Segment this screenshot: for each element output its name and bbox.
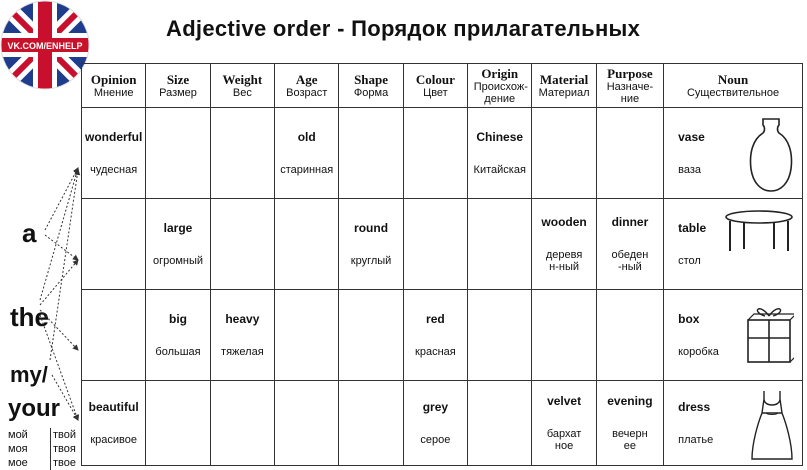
table-cell bbox=[596, 290, 663, 381]
watermark-label: VK.COM/ENHELP bbox=[2, 40, 88, 52]
determiner-your-ru: твой твоя твое bbox=[50, 428, 76, 470]
cell-russian: Китайская bbox=[473, 164, 526, 176]
table-cell bbox=[403, 381, 467, 466]
table-cell bbox=[468, 290, 532, 381]
table-cell bbox=[82, 108, 146, 199]
cell-russian: коробка bbox=[678, 346, 719, 358]
cell-russian: чудесная bbox=[90, 164, 138, 176]
table-cell bbox=[664, 199, 803, 290]
cell-english: evening bbox=[607, 394, 653, 408]
table-cell bbox=[210, 381, 274, 466]
table-cell bbox=[664, 381, 803, 466]
table-cell bbox=[146, 108, 210, 199]
table-row bbox=[82, 108, 803, 199]
cell-russian: огромный bbox=[152, 255, 204, 267]
cell-english: velvet bbox=[547, 394, 582, 408]
table-cell bbox=[532, 290, 596, 381]
table-cell bbox=[275, 381, 339, 466]
cell-russian: стол bbox=[678, 255, 701, 267]
table-cell bbox=[339, 381, 403, 466]
table-cell bbox=[664, 290, 803, 381]
cell-english: old bbox=[297, 130, 316, 144]
adjective-order-table bbox=[81, 63, 803, 466]
table-cell bbox=[339, 290, 403, 381]
cell-english: round bbox=[354, 221, 389, 235]
header-row bbox=[82, 64, 803, 108]
table-cell bbox=[275, 108, 339, 199]
cell-russian: красивое bbox=[90, 434, 137, 446]
cell-english: dress bbox=[678, 400, 711, 414]
table-cell bbox=[210, 199, 274, 290]
col-shape: Shape Форма bbox=[339, 64, 403, 108]
table-cell bbox=[468, 199, 532, 290]
col-size: Size Размер bbox=[146, 64, 210, 108]
table-cell bbox=[210, 290, 274, 381]
table-cell bbox=[275, 290, 339, 381]
table-cell bbox=[532, 108, 596, 199]
table-cell bbox=[146, 381, 210, 466]
table-row bbox=[82, 199, 803, 290]
table-row bbox=[82, 381, 803, 466]
gift-box-icon bbox=[744, 298, 794, 371]
determiner-your: your bbox=[8, 395, 61, 422]
table-cell bbox=[339, 199, 403, 290]
determiner-a: a bbox=[22, 218, 37, 248]
cell-english: grey bbox=[422, 400, 449, 414]
cell-russian: старинная bbox=[280, 164, 334, 176]
cell-english: beautiful bbox=[88, 400, 139, 414]
cell-english: heavy bbox=[225, 312, 260, 326]
determiner-arrows bbox=[0, 150, 82, 460]
cell-english: vase bbox=[678, 130, 705, 144]
table-cell bbox=[403, 290, 467, 381]
vase-icon bbox=[748, 116, 794, 199]
table-cell bbox=[596, 108, 663, 199]
cell-russian: вечернее bbox=[612, 428, 648, 452]
table-cell bbox=[403, 199, 467, 290]
col-colour: Colour Цвет bbox=[403, 64, 467, 108]
cell-russian: бархатное bbox=[546, 428, 582, 452]
cell-russian: ваза bbox=[678, 164, 701, 176]
cell-english: dinner bbox=[611, 215, 649, 229]
table-cell bbox=[403, 108, 467, 199]
col-age: Age Возраст bbox=[275, 64, 339, 108]
table-cell bbox=[275, 199, 339, 290]
table-cell bbox=[210, 108, 274, 199]
table-cell bbox=[596, 199, 663, 290]
cell-english: wooden bbox=[541, 215, 587, 229]
table-cell bbox=[532, 381, 596, 466]
col-weight: Weight Вес bbox=[210, 64, 274, 108]
cell-russian: платье bbox=[678, 434, 714, 446]
table-cell bbox=[82, 290, 146, 381]
cell-russian: обеден-ный bbox=[611, 249, 649, 273]
cell-english: wonderful bbox=[85, 130, 143, 144]
col-origin: Origin Происхож-дение bbox=[468, 64, 532, 108]
cell-russian: красная bbox=[415, 346, 456, 358]
cell-russian: тяжелая bbox=[221, 346, 264, 358]
cell-russian: круглый bbox=[350, 255, 392, 267]
table-icon bbox=[724, 207, 794, 262]
cell-english: table bbox=[678, 221, 707, 235]
table-row bbox=[82, 290, 803, 381]
table-cell bbox=[532, 199, 596, 290]
determiner-my-ru: мой моя мое bbox=[8, 429, 28, 469]
table-cell bbox=[146, 290, 210, 381]
cell-russian: большая bbox=[155, 346, 201, 358]
table-cell bbox=[82, 199, 146, 290]
cell-english: Chinese bbox=[476, 130, 524, 144]
cell-english: red bbox=[426, 312, 445, 326]
determiner-the: the bbox=[10, 302, 49, 332]
cell-russian: деревян-ный bbox=[545, 249, 583, 273]
table-cell bbox=[468, 108, 532, 199]
page-title: Adjective order - Порядок прилагательных bbox=[166, 16, 641, 41]
col-purpose: Purpose Назначе-ние bbox=[596, 64, 663, 108]
table-cell bbox=[468, 381, 532, 466]
dress-icon bbox=[750, 389, 794, 468]
cell-english: large bbox=[163, 221, 193, 235]
col-opinion: Opinion Мнение bbox=[82, 64, 146, 108]
table-cell bbox=[82, 381, 146, 466]
table-cell bbox=[146, 199, 210, 290]
cell-english: big bbox=[169, 312, 188, 326]
cell-english: box bbox=[678, 312, 700, 326]
table-cell bbox=[339, 108, 403, 199]
col-noun: Noun Существительное bbox=[664, 64, 803, 108]
determiner-my: my/ bbox=[10, 362, 48, 387]
col-material: Material Материал bbox=[532, 64, 596, 108]
cell-russian: серое bbox=[420, 434, 451, 446]
table-cell bbox=[664, 108, 803, 199]
table-cell bbox=[596, 381, 663, 466]
